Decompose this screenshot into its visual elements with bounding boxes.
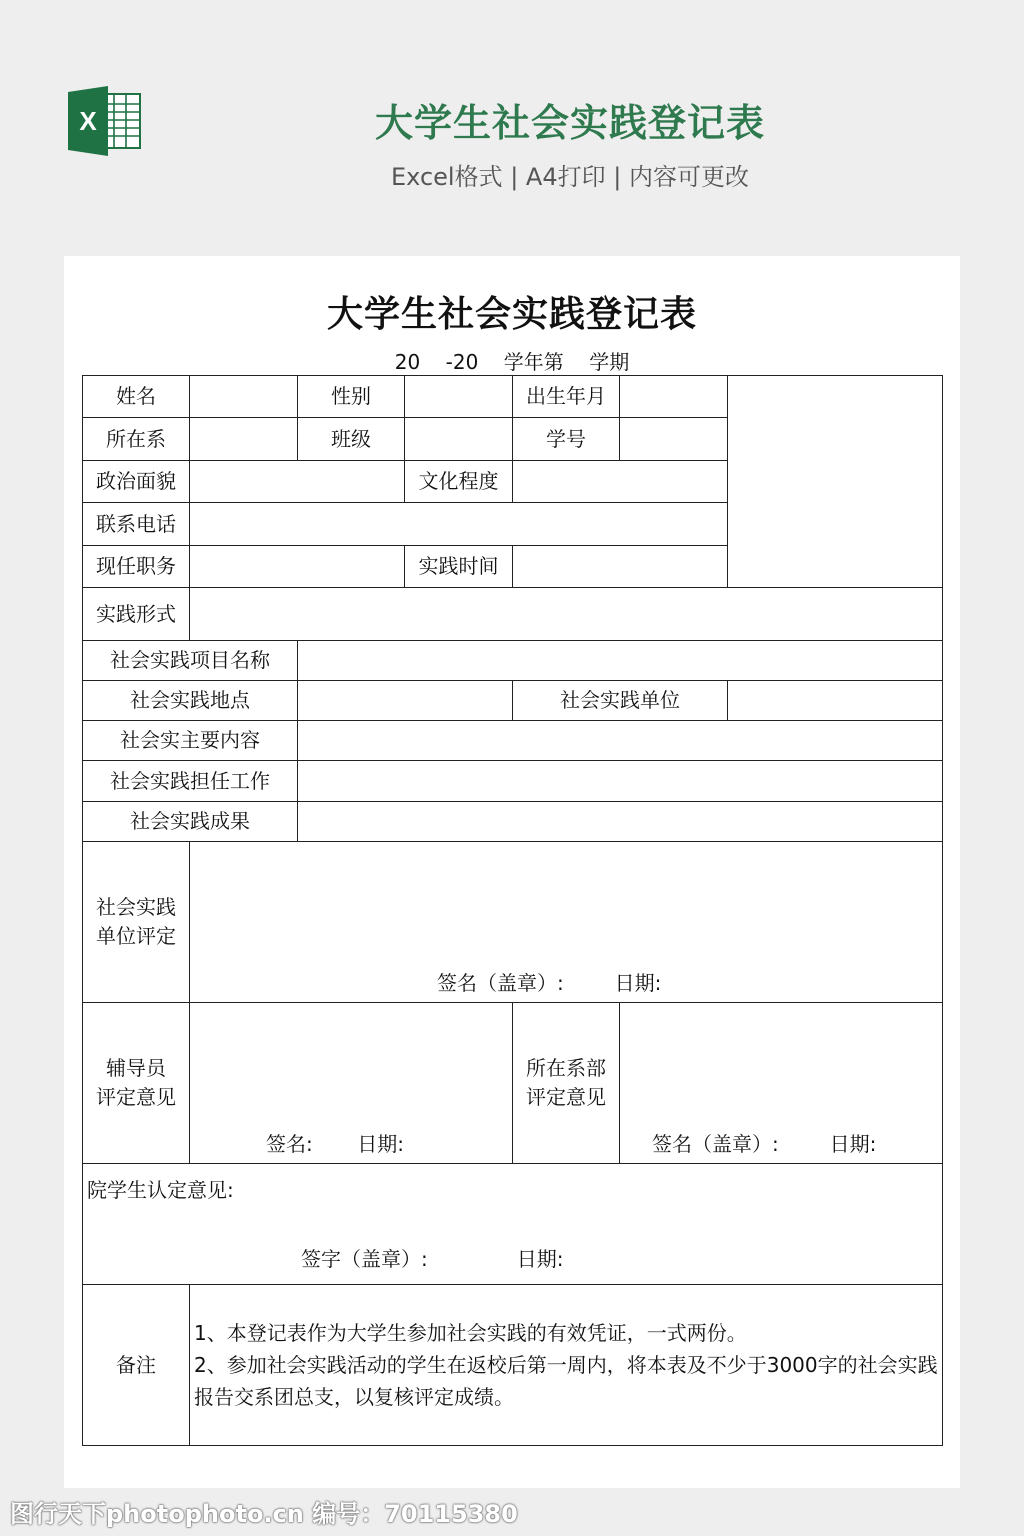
- note-1: 1、本登记表作为大学生参加社会实践的有效凭证，一式两份。: [194, 1321, 747, 1345]
- value-name[interactable]: [190, 376, 298, 418]
- value-college-evaluation[interactable]: [83, 1164, 943, 1285]
- label-education: 文化程度: [405, 461, 513, 503]
- label-counselor-line2: 评定意见: [96, 1085, 176, 1109]
- label-dept-evaluation: [513, 1003, 620, 1164]
- value-unit-evaluation[interactable]: [190, 842, 943, 1003]
- value-phone[interactable]: [190, 503, 728, 546]
- value-location[interactable]: [298, 681, 513, 721]
- excel-logo-letter: X: [79, 106, 97, 136]
- label-unit-evaluation-line1: 社会实践: [96, 895, 176, 919]
- label-class: 班级: [298, 418, 405, 461]
- label-unit-evaluation-line2: 单位评定: [96, 924, 176, 948]
- label-birth: 出生年月: [513, 376, 620, 418]
- label-counselor-line1: 辅导员: [106, 1056, 166, 1080]
- label-unit-evaluation: [83, 842, 190, 1003]
- note-2: 2、参加社会实践活动的学生在返校后第一周内，将本表及不少于3000字的社会实践报告交系团总支，以复核评定成绩。: [194, 1353, 938, 1409]
- value-main-content[interactable]: [298, 721, 943, 761]
- label-phone: 联系电话: [83, 503, 190, 546]
- value-unit[interactable]: [728, 681, 943, 721]
- label-project-name: 社会实践项目名称: [83, 641, 298, 681]
- label-results: 社会实践成果: [83, 802, 298, 842]
- value-practice-time[interactable]: [513, 546, 728, 588]
- value-practice-form[interactable]: [190, 588, 943, 641]
- value-results[interactable]: [298, 802, 943, 842]
- photo-cell[interactable]: [728, 376, 943, 588]
- label-department: 所在系: [83, 418, 190, 461]
- document-title: 大学生社会实践登记表: [326, 294, 697, 335]
- value-dept-evaluation[interactable]: [620, 1003, 943, 1164]
- label-name: 姓名: [83, 376, 190, 418]
- label-political-status: 政治面貌: [83, 461, 190, 503]
- label-dept-line2: 评定意见: [526, 1085, 606, 1109]
- value-project-name[interactable]: [298, 641, 943, 681]
- value-class[interactable]: [405, 418, 513, 461]
- label-main-content: 社会实主要内容: [83, 721, 298, 761]
- label-counselor-evaluation: [83, 1003, 190, 1164]
- label-unit: 社会实践单位: [513, 681, 728, 721]
- label-student-id: 学号: [513, 418, 620, 461]
- label-practice-form: 实践形式: [83, 588, 190, 641]
- label-gender: 性别: [298, 376, 405, 418]
- label-work: 社会实践担任工作: [83, 761, 298, 802]
- value-counselor-evaluation[interactable]: [190, 1003, 513, 1164]
- value-work[interactable]: [298, 761, 943, 802]
- value-political-status[interactable]: [190, 461, 405, 503]
- value-education[interactable]: [513, 461, 728, 503]
- excel-logo-icon: [68, 86, 142, 156]
- label-dept-line1: 所在系部: [526, 1056, 606, 1080]
- registration-table: [82, 375, 943, 1446]
- unit-evaluation-signature: 签名（盖章）: 日期:: [437, 971, 662, 995]
- college-signature: 签字（盖章）: 日期:: [301, 1247, 564, 1271]
- label-location: 社会实践地点: [83, 681, 298, 721]
- value-department[interactable]: [190, 418, 298, 461]
- label-position: 现任职务: [83, 546, 190, 588]
- value-birth[interactable]: [620, 376, 728, 418]
- value-gender[interactable]: [405, 376, 513, 418]
- header-title: 大学生社会实践登记表: [374, 101, 765, 145]
- value-remarks: [190, 1285, 943, 1446]
- term-line: 20 -20 学年第 学期: [394, 350, 630, 374]
- label-college-evaluation: 院学生认定意见:: [87, 1178, 234, 1202]
- counselor-signature: 签名: 日期:: [266, 1132, 404, 1156]
- header-subtitle: Excel格式 | A4打印 | 内容可更改: [391, 163, 749, 191]
- value-student-id[interactable]: [620, 418, 728, 461]
- label-practice-time: 实践时间: [405, 546, 513, 588]
- dept-signature: 签名（盖章）: 日期:: [652, 1132, 877, 1156]
- label-remarks: 备注: [83, 1285, 190, 1446]
- watermark: 图行天下photophoto.cn 编号：70115380: [10, 1500, 518, 1528]
- form-paper: [64, 256, 960, 1488]
- value-position[interactable]: [190, 546, 405, 588]
